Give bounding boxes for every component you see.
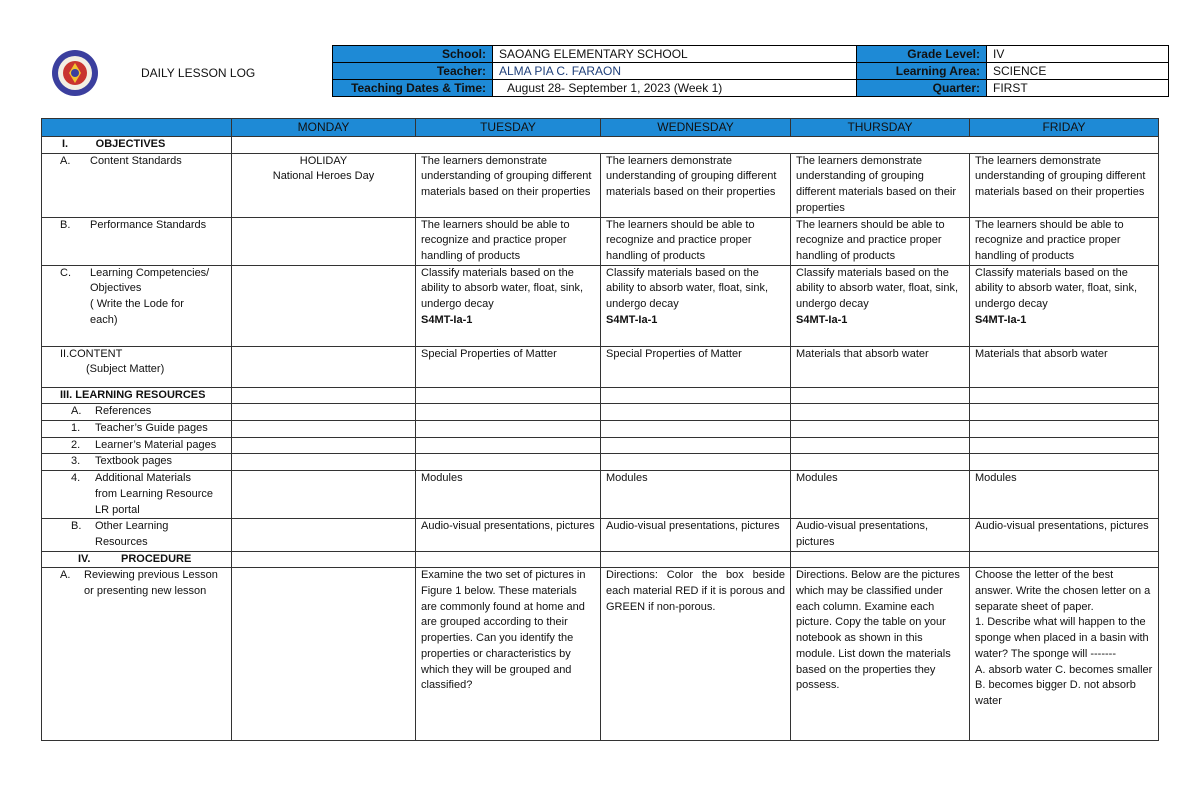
fri-modules: Modules — [970, 471, 1159, 519]
learners-material-row — [42, 437, 1159, 454]
learners-material-label: 2. Learner’s Material pages — [42, 437, 232, 454]
lesson-plan-table — [41, 118, 1159, 741]
tue-other-resources: Audio-visual presentations, pictures — [416, 519, 601, 551]
reviewing-row — [42, 568, 1159, 741]
mon-performance — [232, 217, 416, 265]
wed-review: Directions: Color the box beside each material RED if it is porous and GREEN if non-porous. — [601, 568, 791, 741]
resources-row — [42, 387, 1159, 404]
grade-label: Grade Level: — [857, 46, 987, 63]
wed-content: Special Properties of Matter — [601, 346, 791, 387]
performance-standards-row — [42, 217, 1159, 265]
tue-performance-standard: The learners should be able to recognize and practice proper handling of products — [416, 217, 601, 265]
fri-competency: Classify materials based on the ability to absorb water, float, sink, undergo decay S4MT-Ia-1 — [970, 265, 1159, 346]
teacher-label: Teacher: — [333, 63, 493, 80]
mon-content — [232, 346, 416, 387]
competencies-label: C. Learning Competencies/ Objectives ( Write the Lode for each) — [42, 265, 232, 346]
teachers-guide-label: 1. Teacher’s Guide pages — [42, 421, 232, 438]
wed-performance-standard: The learners should be able to recognize and practice proper handling of products — [601, 217, 791, 265]
school-label: School: — [333, 46, 493, 63]
wed-competency: Classify materials based on the ability to absorb water, float, sink, undergo decay S4MT-Ia-1 — [601, 265, 791, 346]
tue-review: Examine the two set of pictures in Figure 1 below. These materials are commonly found at home and are grouped according to their properties. Can you identify the properties or characteristics by which they will be grouped and classified? — [416, 568, 601, 741]
page-title: DAILY LESSON LOG — [141, 66, 256, 80]
reviewing-label: A. Reviewing previous Lesson or presenting new lesson — [42, 568, 232, 741]
fri-other-resources: Audio-visual presentations, pictures — [970, 519, 1159, 551]
references-row — [42, 404, 1159, 421]
wed-modules: Modules — [601, 471, 791, 519]
dates-label: Teaching Dates & Time: — [333, 80, 493, 97]
area-value: SCIENCE — [987, 63, 1169, 80]
additional-materials-label: 4. Additional Materials from Learning Resource LR portal — [42, 471, 232, 519]
teacher-value: ALMA PIA C. FARAON — [493, 63, 857, 80]
content-standards-row — [42, 153, 1159, 217]
days-header-row — [42, 119, 1159, 137]
content-standards-label: A. Content Standards — [42, 153, 232, 217]
mon-competency — [232, 265, 416, 346]
tue-content: Special Properties of Matter — [416, 346, 601, 387]
textbook-label: 3. Textbook pages — [42, 454, 232, 471]
day-tuesday: TUESDAY — [416, 119, 601, 137]
day-friday: FRIDAY — [970, 119, 1159, 137]
objectives-span — [232, 137, 1159, 154]
fri-content: Materials that absorb water — [970, 346, 1159, 387]
corner-cell — [42, 119, 232, 137]
tue-content-standard: The learners demonstrate understanding of grouping different materials based on their properties — [416, 153, 601, 217]
school-value: SAOANG ELEMENTARY SCHOOL — [493, 46, 857, 63]
dates-value: August 28- September 1, 2023 (Week 1) — [493, 80, 857, 97]
fri-review: Choose the letter of the best answer. Write the chosen letter on a separate sheet of paper. 1. Describe what will happen to the sponge when placed in a basin with water? The sponge will ------- A. absorb water C. becomes smaller B. becomes bigger D. not absorb water — [970, 568, 1159, 741]
wed-content-standard: The learners demonstrate understanding of grouping different materials based on their properties — [601, 153, 791, 217]
tue-competency: Classify materials based on the ability to absorb water, float, sink, undergo decay S4MT-Ia-1 — [416, 265, 601, 346]
tue-modules: Modules — [416, 471, 601, 519]
resources-label: III. LEARNING RESOURCES — [42, 387, 232, 404]
grade-value: IV — [987, 46, 1169, 63]
other-resources-row — [42, 519, 1159, 551]
references-label: A. References — [42, 404, 232, 421]
thu-other-resources: Audio-visual presentations, pictures — [791, 519, 970, 551]
additional-materials-row — [42, 471, 1159, 519]
thu-review: Directions. Below are the pictures which may be classified under each column. Examine each picture. Copy the table on your notebook as shown in this module. List down the materials based on the properties they possess. — [791, 568, 970, 741]
procedure-label: IV. PROCEDURE — [42, 551, 232, 568]
lesson-log-header — [45, 45, 1168, 101]
quarter-label: Quarter: — [857, 80, 987, 97]
performance-standards-label: B. Performance Standards — [42, 217, 232, 265]
procedure-row — [42, 551, 1159, 568]
quarter-value: FIRST — [987, 80, 1169, 97]
thu-performance-standard: The learners should be able to recognize and practice proper handling of products — [791, 217, 970, 265]
day-thursday: THURSDAY — [791, 119, 970, 137]
fri-content-standard: The learners demonstrate understanding of grouping different materials based on their properties — [970, 153, 1159, 217]
other-resources-label: B. Other Learning Resources — [42, 519, 232, 551]
thu-modules: Modules — [791, 471, 970, 519]
day-monday: MONDAY — [232, 119, 416, 137]
lesson-info-table — [332, 45, 1169, 97]
thu-content-standard: The learners demonstrate understanding of grouping different materials based on their properties — [791, 153, 970, 217]
thu-content: Materials that absorb water — [791, 346, 970, 387]
wed-other-resources: Audio-visual presentations, pictures — [601, 519, 791, 551]
content-label: II.CONTENT (Subject Matter) — [42, 346, 232, 387]
area-label: Learning Area: — [857, 63, 987, 80]
thu-competency: Classify materials based on the ability to absorb water, float, sink, undergo decay S4MT-Ia-1 — [791, 265, 970, 346]
day-wednesday: WEDNESDAY — [601, 119, 791, 137]
deped-seal-icon — [51, 49, 99, 97]
teachers-guide-row — [42, 421, 1159, 438]
objectives-row — [42, 137, 1159, 154]
textbook-row — [42, 454, 1159, 471]
fri-performance-standard: The learners should be able to recognize and practice proper handling of products — [970, 217, 1159, 265]
competencies-row — [42, 265, 1159, 346]
objectives-label: I. OBJECTIVES — [42, 137, 232, 154]
monday-holiday: HOLIDAY National Heroes Day — [232, 153, 416, 217]
content-row — [42, 346, 1159, 387]
